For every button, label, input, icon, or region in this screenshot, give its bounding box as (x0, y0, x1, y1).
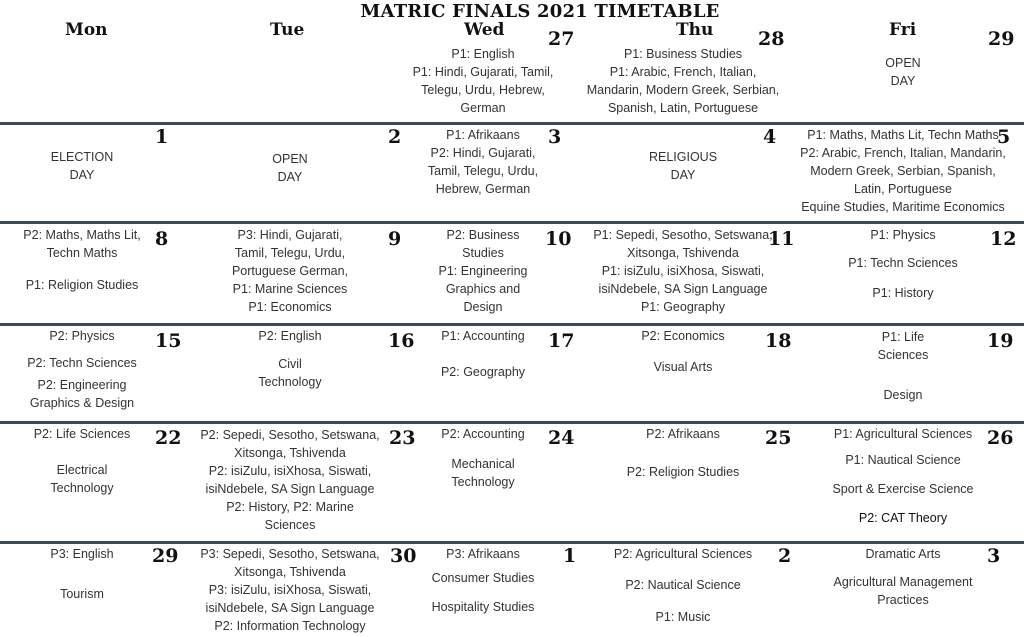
exam-line: P2: Nautical Science (625, 578, 741, 592)
exam-line: Hebrew, German (435, 182, 531, 196)
exam-line: Mandarin, Modern Greek, Serbian, (586, 83, 780, 97)
exam-cell (778, 545, 1024, 609)
exam-line: Spanish, Latin, Portuguese (607, 101, 759, 115)
day-number: 8 (155, 228, 169, 250)
exam-cell (578, 45, 788, 117)
exam-line: isiNdebele, SA Sign Language (205, 482, 375, 496)
exam-line: Xitsonga, Tshivenda (627, 246, 739, 260)
day-number: 22 (155, 427, 182, 449)
exam-line: Practices (877, 593, 929, 607)
exam-cell (180, 426, 400, 534)
row-divider (0, 541, 1024, 544)
exam-line: Tourism (60, 587, 104, 601)
exam-line: Graphics & Design (29, 396, 135, 410)
exam-line: Telegu, Urdu, Hebrew, (421, 83, 545, 97)
exam-line: Tamil, Telegu, Urdu, (427, 164, 539, 178)
exam-line: isiNdebele, SA Sign Language (205, 601, 375, 615)
day-header-fri: Fri (889, 20, 917, 40)
exam-cell (578, 545, 788, 626)
day-number: 27 (548, 28, 575, 50)
exam-line: Visual Arts (653, 360, 713, 374)
exam-line: Civil (278, 357, 302, 371)
exam-line: P3: Sepedi, Sesotho, Setswana, (200, 547, 380, 561)
day-number: 29 (988, 28, 1015, 50)
day-number: 24 (548, 427, 575, 449)
exam-line: Hospitality Studies (431, 600, 535, 614)
exam-cell (388, 226, 578, 316)
day-number: 16 (388, 330, 415, 352)
exam-line: P1: Hindi, Gujarati, Tamil, (412, 65, 554, 79)
exam-line: Tamil, Telegu, Urdu, (234, 246, 346, 260)
exam-line: RELIGIOUS (648, 150, 718, 164)
exam-line: P2: Life Sciences (33, 427, 131, 441)
day-number: 12 (990, 228, 1017, 250)
day-header-tue: Tue (270, 20, 305, 40)
exam-line: P1: Marine Sciences (232, 282, 348, 296)
exam-line: P1: Engineering (438, 264, 528, 278)
exam-line: P1: Accounting (441, 329, 525, 343)
exam-cell (0, 148, 173, 184)
exam-cell (778, 226, 1024, 302)
exam-cell (180, 327, 400, 391)
exam-line: P1: Techn Sciences (848, 256, 958, 270)
exam-line: P1: Afrikaans (446, 128, 520, 142)
exam-line: DAY (890, 74, 916, 88)
exam-line: P1: Nautical Science (845, 453, 961, 467)
exam-cell (0, 425, 173, 497)
exam-line: Design (463, 300, 503, 314)
day-number: 29 (152, 545, 179, 567)
page-title: MATRIC FINALS 2021 TIMETABLE (360, 1, 720, 22)
exam-line: P2: Economics (641, 329, 725, 343)
exam-line: P3: Afrikaans (446, 547, 520, 561)
day-number: 2 (388, 126, 402, 148)
exam-cell (578, 327, 788, 376)
day-number: 1 (563, 545, 577, 567)
exam-line: P2: Information Technology (214, 619, 366, 633)
exam-line: P1: Economics (248, 300, 332, 314)
exam-line: P3: English (50, 547, 114, 561)
exam-line: Technology (258, 375, 322, 389)
exam-line: P1: Physics (870, 228, 936, 242)
exam-cell (778, 328, 1024, 404)
exam-cell (778, 425, 1024, 527)
exam-cell (388, 327, 578, 381)
exam-line: P2: Business (446, 228, 520, 242)
exam-line: isiNdebele, SA Sign Language (598, 282, 768, 296)
exam-cell (388, 545, 578, 616)
day-number: 15 (155, 330, 182, 352)
day-number: 3 (987, 545, 1001, 567)
exam-line: P1: Business Studies (623, 47, 743, 61)
day-number: 19 (987, 330, 1014, 352)
day-number: 5 (997, 126, 1011, 148)
day-number: 3 (548, 126, 562, 148)
day-number: 9 (388, 228, 402, 250)
exam-line: P1: isiZulu, isiXhosa, Siswati, (601, 264, 765, 278)
exam-cell (578, 425, 788, 481)
exam-line: DAY (277, 170, 303, 184)
exam-line: P2: Hindi, Gujarati, (430, 146, 536, 160)
exam-line: Agricultural Management (833, 575, 973, 589)
exam-line: P1: Geography (640, 300, 726, 314)
day-number: 25 (765, 427, 792, 449)
exam-line: P2: Agricultural Sciences (613, 547, 753, 561)
exam-line: P1: Agricultural Sciences (833, 427, 973, 441)
exam-cell (180, 545, 400, 635)
exam-line: Latin, Portuguese (854, 182, 952, 196)
day-number: 17 (548, 330, 575, 352)
exam-line: P1: History (872, 286, 934, 300)
exam-line: P2: Arabic, French, Italian, Mandarin, (800, 146, 1006, 160)
exam-line: Portuguese German, (231, 264, 349, 278)
day-header-wed: Wed (464, 20, 505, 40)
exam-line: DAY (670, 168, 696, 182)
exam-line: P2: History, P2: Marine (226, 500, 354, 514)
exam-line: P2: Geography (440, 365, 526, 379)
exam-line: Dramatic Arts (865, 547, 941, 561)
exam-line: Sciences (877, 348, 929, 362)
exam-line: Modern Greek, Serbian, Spanish, (810, 164, 996, 178)
exam-line: German (460, 101, 506, 115)
day-number: 26 (987, 427, 1014, 449)
exam-cell (388, 425, 578, 491)
exam-line: Technology (50, 481, 114, 495)
day-number: 30 (390, 545, 417, 567)
exam-cell (180, 150, 400, 186)
exam-line: Design (883, 388, 923, 402)
exam-cell (388, 126, 578, 198)
exam-line: P2: English (258, 329, 322, 343)
row-divider (0, 122, 1024, 125)
exam-line: P2: Maths, Maths Lit, (23, 228, 141, 242)
exam-line: P1: Life (881, 330, 925, 344)
exam-line: P2: Engineering (37, 378, 127, 392)
exam-line: Sciences (264, 518, 316, 532)
exam-line: P1: Religion Studies (25, 278, 139, 292)
exam-line: P1: Maths, Maths Lit, Techn Maths (807, 128, 999, 142)
exam-cell (0, 226, 173, 294)
exam-cell (180, 226, 400, 316)
exam-cell (388, 45, 578, 117)
exam-line: P1: English (451, 47, 515, 61)
exam-cell (578, 226, 788, 316)
exam-line: Consumer Studies (431, 571, 535, 585)
day-number: 1 (155, 126, 169, 148)
exam-cell (778, 54, 1024, 90)
exam-cell (0, 327, 173, 412)
exam-line: Xitsonga, Tshivenda (234, 446, 346, 460)
exam-line: Xitsonga, Tshivenda (234, 565, 346, 579)
day-number: 28 (758, 28, 785, 50)
exam-line: OPEN (272, 152, 308, 166)
row-divider (0, 421, 1024, 424)
exam-line: Technology (451, 475, 515, 489)
exam-cell (778, 126, 1024, 216)
exam-line: P2: Sepedi, Sesotho, Setswana, (200, 428, 380, 442)
exam-line: Equine Studies, Maritime Economics (801, 200, 1005, 214)
exam-line: DAY (69, 168, 95, 182)
exam-line: P2: CAT Theory (858, 511, 948, 525)
exam-cell (578, 148, 788, 184)
exam-line: P1: Music (655, 610, 711, 624)
exam-line: P1: Sepedi, Sesotho, Setswana, (593, 228, 773, 242)
day-header-thu: Thu (676, 20, 714, 40)
exam-cell (0, 545, 173, 603)
exam-line: P2: Physics (49, 329, 115, 343)
day-number: 2 (778, 545, 792, 567)
exam-line: ELECTION (50, 150, 114, 164)
exam-line: P1: Arabic, French, Italian, (609, 65, 757, 79)
day-number: 4 (763, 126, 777, 148)
exam-line: P3: isiZulu, isiXhosa, Siswati, (208, 583, 372, 597)
day-number: 23 (389, 427, 416, 449)
exam-line: P2: Religion Studies (626, 465, 740, 479)
exam-line: Graphics and (445, 282, 521, 296)
exam-line: P2: Accounting (441, 427, 525, 441)
exam-line: P2: isiZulu, isiXhosa, Siswati, (208, 464, 372, 478)
row-divider (0, 221, 1024, 224)
exam-line: OPEN (885, 56, 921, 70)
exam-line: P3: Hindi, Gujarati, (237, 228, 343, 242)
exam-line: P2: Afrikaans (646, 427, 720, 441)
day-number: 18 (765, 330, 792, 352)
exam-line: Mechanical (451, 457, 515, 471)
exam-line: Techn Maths (46, 246, 118, 260)
exam-line: Sport & Exercise Science (832, 482, 974, 496)
exam-line: Studies (462, 246, 504, 260)
day-number: 11 (768, 228, 795, 250)
exam-line: Electrical (56, 463, 108, 477)
exam-line: P2: Techn Sciences (27, 356, 137, 370)
day-header-mon: Mon (65, 20, 108, 40)
row-divider (0, 323, 1024, 326)
day-number: 10 (545, 228, 572, 250)
